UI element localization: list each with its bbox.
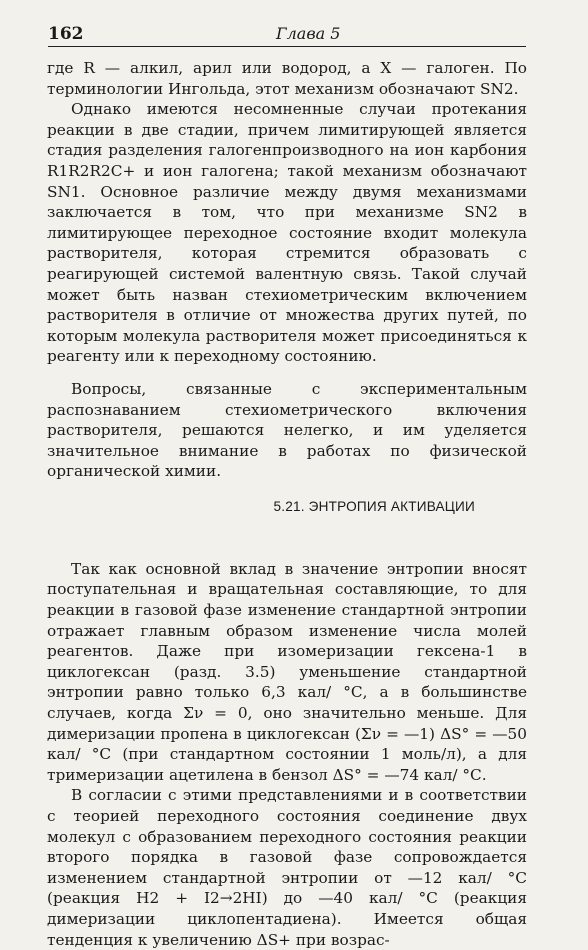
paragraph-transition-state: В согласии с этими представлениями и в соответствии с теорией переходного состояния соединение двух молекул с образованием переходного состояния реакции второго порядка в газовой фазе сопровождается изменением стандартной энтропии от —12 кал/ °С (реакция H2 + I2→2HI) до —40 кал/ °С (реакция димеризации циклопентадиена). Имеется общая тенденция к увеличению ΔS+ при возрас- — [47, 786, 527, 949]
section-title: 5.21. ЭНТРОПИЯ АКТИВАЦИИ — [273, 498, 475, 514]
page-header — [48, 22, 526, 47]
page-number: 162 — [48, 24, 84, 44]
paragraph-two-stage-mechanism: Однако имеются несомненные случаи протекания реакции в две стадии, причем лимитирующей является стадия разделения галогенпроизводного на ион карбония R1R2R2C+ и ион галогена; такой механизм обозначают SN1. Основное различие между двумя механизмами заключается в том, что при механизме SN2 в лимитирующее переходное состояние входит молекула растворителя, которая стремится образовать с реагирующей системой валентную связь. Такой случай может быть назван стехиометрическим включением растворителя в отличие от множества других путей, по которым молекула растворителя может присоединяться к реагенту или к переходному состоянию. — [47, 100, 527, 366]
chapter-title: Глава 5 — [276, 24, 341, 43]
section-gap — [47, 532, 527, 559]
paragraph-gap — [47, 367, 527, 379]
paragraph-continuation: где R — алкил, арил или водород, а X — галоген. По терминологии Ингольда, этот механизм обозначают SN2. — [47, 59, 527, 98]
page-body — [47, 58, 527, 950]
paragraph-solvent-questions: Вопросы, связанные с экспериментальным распознаванием стехиометрического включения растворителя, решаются нелегко, и им уделяется значительное внимание в работах по физической органической химии. — [47, 379, 527, 481]
paragraph-entropy-contribution: Так как основной вклад в значение энтропии вносят поступательная и вращательная составляющие, то для реакции в газовой фазе изменение стандартной энтропии отражает главным образом изменение числа молей реагентов. Даже при изомеризации гексена-1 в циклогексан (разд. 3.5) уменьшение стандартной энтропии равно только 6,3 кал/ °С, а в большинстве случаев, когда Σν = 0, оно значительно меньше. Для димеризации пропена в циклогексан (Σν = —1) ΔS° = —50 кал/ °С (при стандартном состоянии 1 моль/л), а для тримеризации ацетилена в бензол ΔS° = —74 кал/ °С. — [47, 559, 527, 784]
